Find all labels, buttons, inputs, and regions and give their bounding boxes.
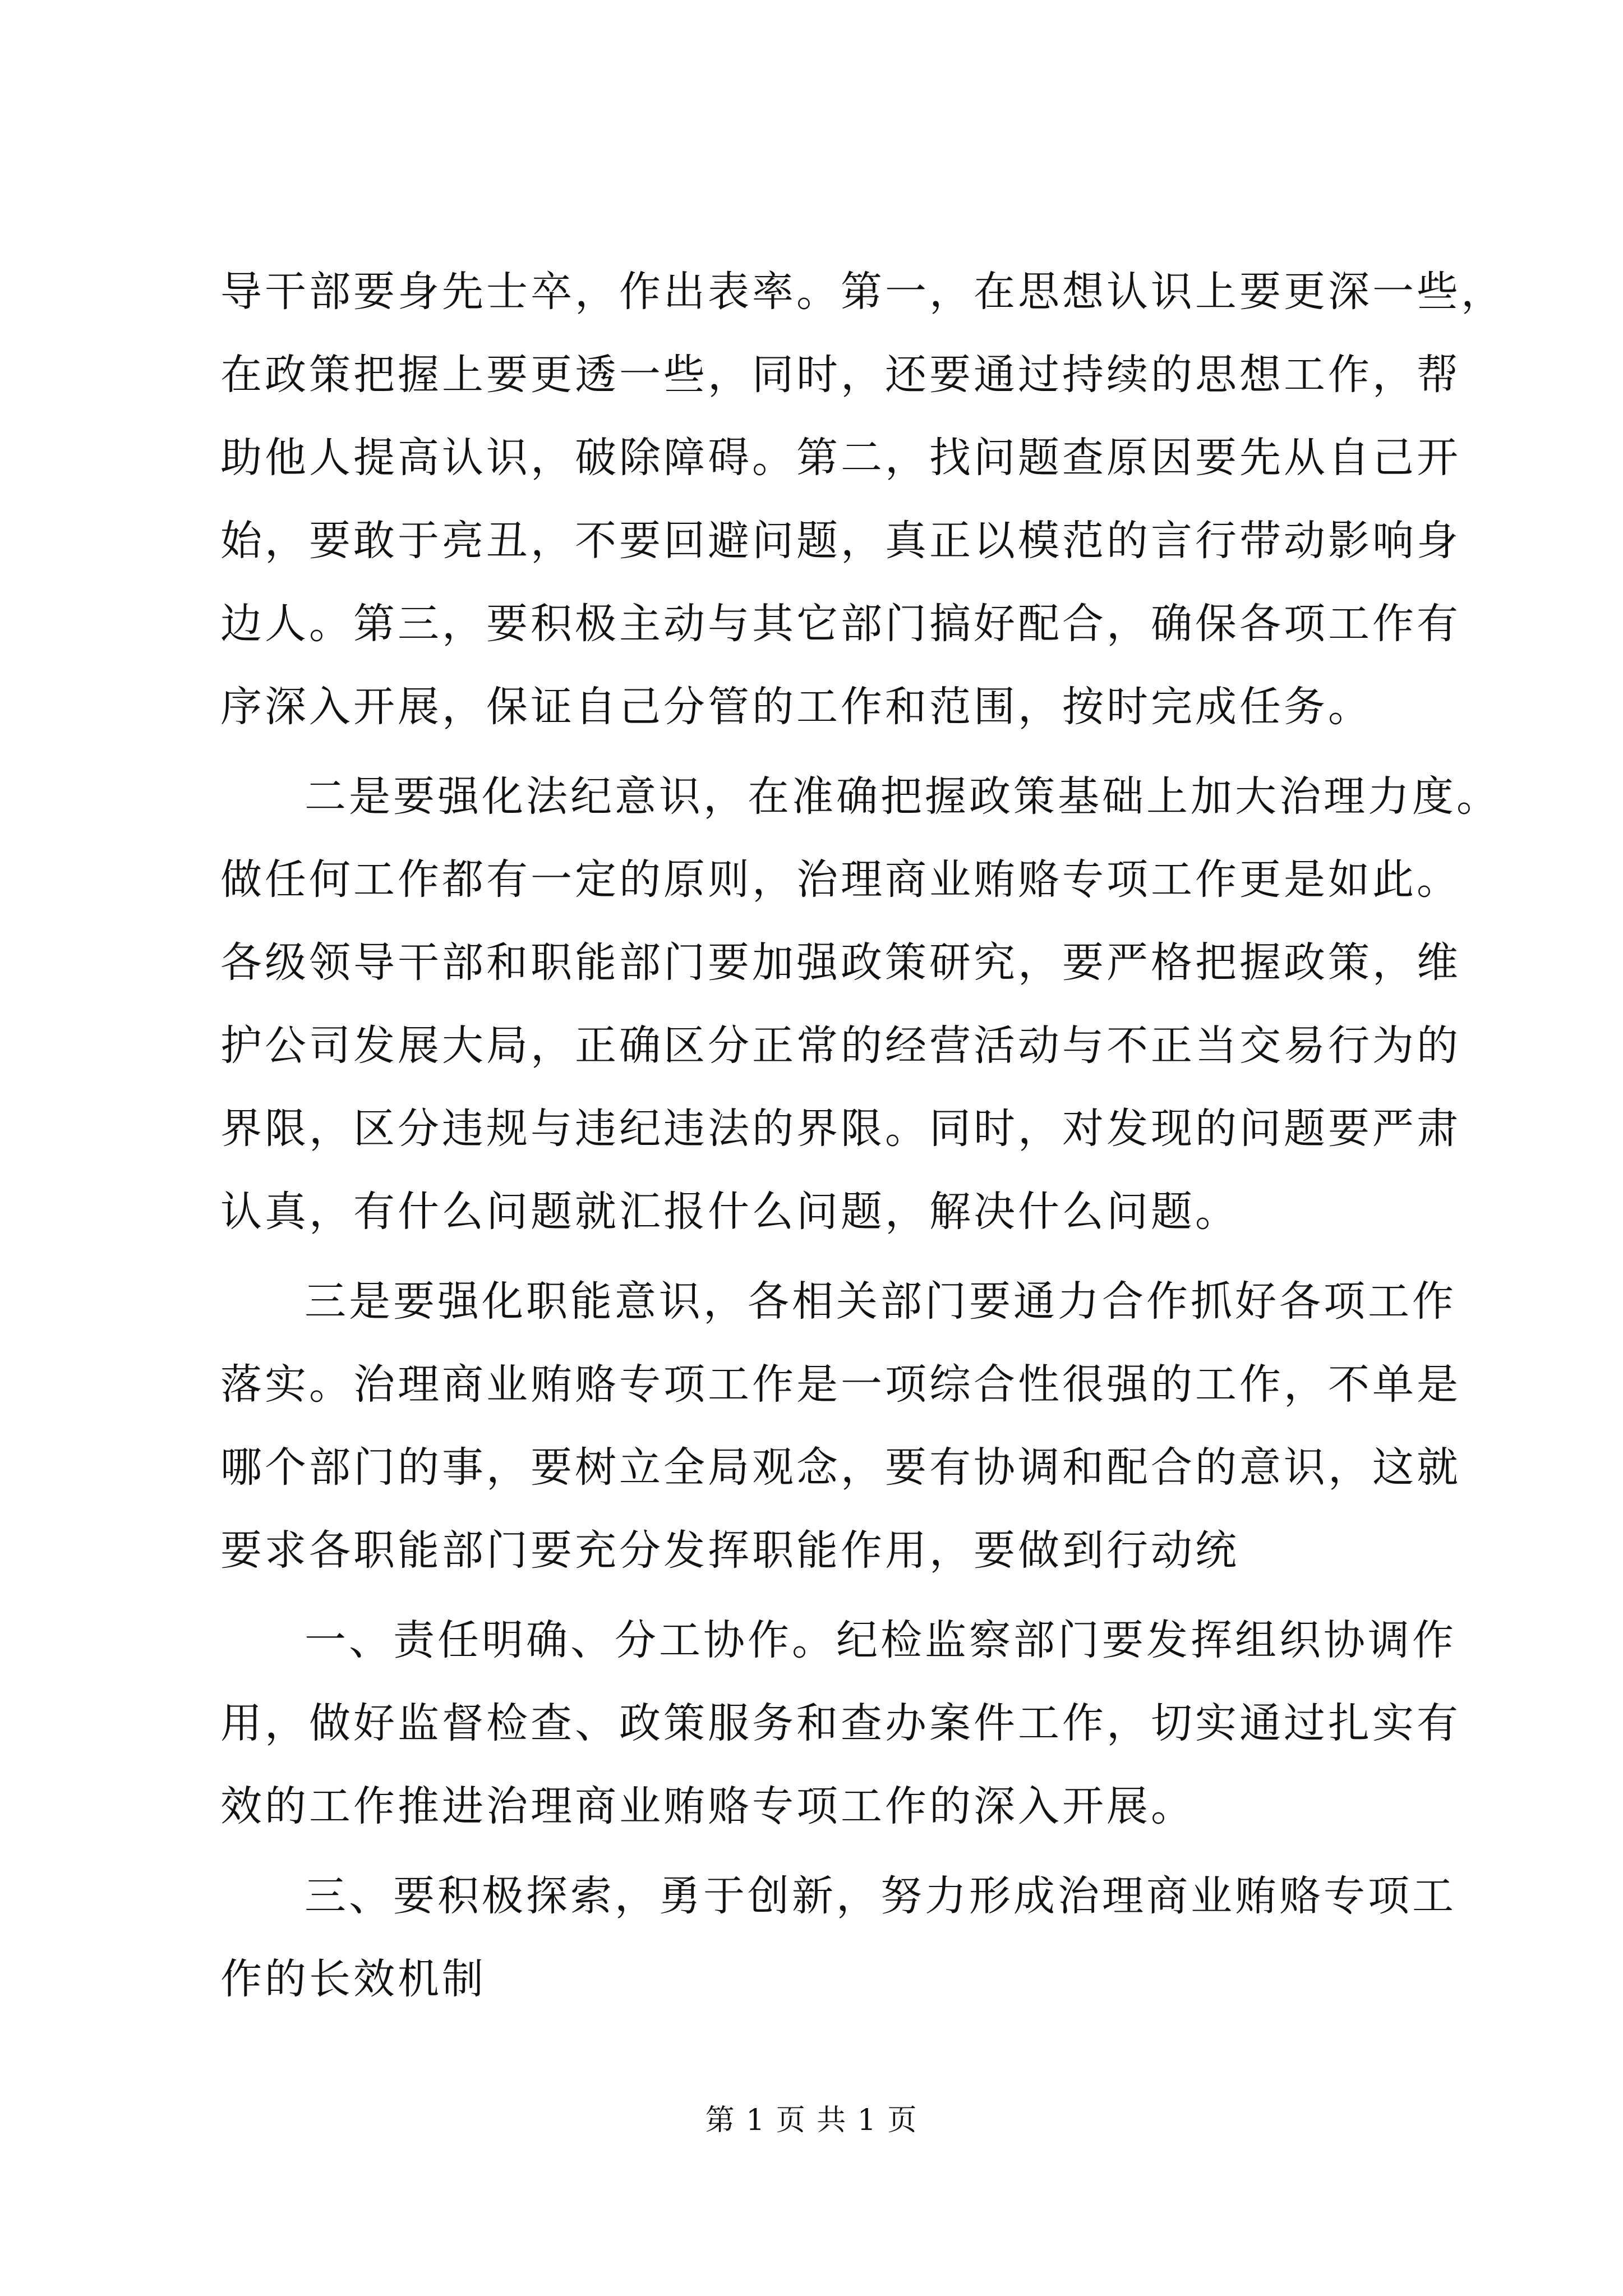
paragraph-2-line-6: 认真，有什么问题就汇报什么问题，解决什么问题。 bbox=[220, 1188, 1239, 1236]
paragraph-1-line-3: 助他人提高认识，破除障碍。第二，找问题查原因要先从自己开 bbox=[220, 434, 1461, 482]
paragraph-2-line-2: 做任何工作都有一定的原则，治理商业贿赂专项工作更是如此。 bbox=[220, 855, 1461, 904]
paragraph-3-line-4: 要求各职能部门要充分发挥职能作用，要做到行动统 bbox=[220, 1526, 1239, 1575]
paragraph-2-line-4: 护公司发展大局，正确区分正常的经营活动与不正当交易行为的 bbox=[220, 1022, 1461, 1070]
paragraph-4-line-2: 用，做好监督检查、政策服务和查办案件工作，切实通过扎实有 bbox=[220, 1699, 1461, 1747]
page-footer bbox=[0, 2101, 1623, 2140]
paragraph-1-line-6: 序深入开展，保证自己分管的工作和范围，按时完成任务。 bbox=[220, 683, 1372, 731]
page-number-text: 第 1 页 共 1 页 bbox=[705, 2104, 918, 2137]
paragraph-1-line-4: 始，要敢于亮丑，不要回避问题，真正以模范的言行带动影响身 bbox=[220, 517, 1461, 565]
paragraph-3-line-2: 落实。治理商业贿赂专项工作是一项综合性很强的工作，不单是 bbox=[220, 1360, 1461, 1409]
paragraph-4-line-1: 一、责任明确、分工协作。纪检监察部门要发挥组织协调作 bbox=[305, 1616, 1456, 1664]
paragraph-1-line-1: 导干部要身先士卒，作出表率。第一，在思想认识上要更深一些， bbox=[220, 268, 1505, 316]
paragraph-2-line-3: 各级领导干部和职能部门要加强政策研究，要严格把握政策，维 bbox=[220, 938, 1461, 987]
paragraph-5-line-1: 三、要积极探索，勇于创新，努力形成治理商业贿赂专项工 bbox=[305, 1872, 1456, 1920]
paragraph-3-line-1: 三是要强化职能意识，各相关部门要通力合作抓好各项工作 bbox=[305, 1277, 1456, 1326]
document-body bbox=[220, 250, 1505, 2021]
paragraph-3-line-3: 哪个部门的事，要树立全局观念，要有协调和配合的意识，这就 bbox=[220, 1443, 1461, 1492]
paragraph-1-line-5: 边人。第三，要积极主动与其它部门搞好配合，确保各项工作有 bbox=[220, 600, 1461, 648]
paragraph-2-line-1: 二是要强化法纪意识，在准确把握政策基础上加大治理力度。 bbox=[305, 772, 1501, 821]
paragraph-5-line-2: 作的长效机制 bbox=[220, 1955, 486, 2003]
paragraph-2-line-5: 界限，区分违规与违纪违法的界限。同时，对发现的问题要严肃 bbox=[220, 1105, 1461, 1153]
paragraph-4-line-3: 效的工作推进治理商业贿赂专项工作的深入开展。 bbox=[220, 1782, 1195, 1830]
paragraph-1-line-2: 在政策把握上要更透一些，同时，还要通过持续的思想工作，帮 bbox=[220, 351, 1461, 399]
